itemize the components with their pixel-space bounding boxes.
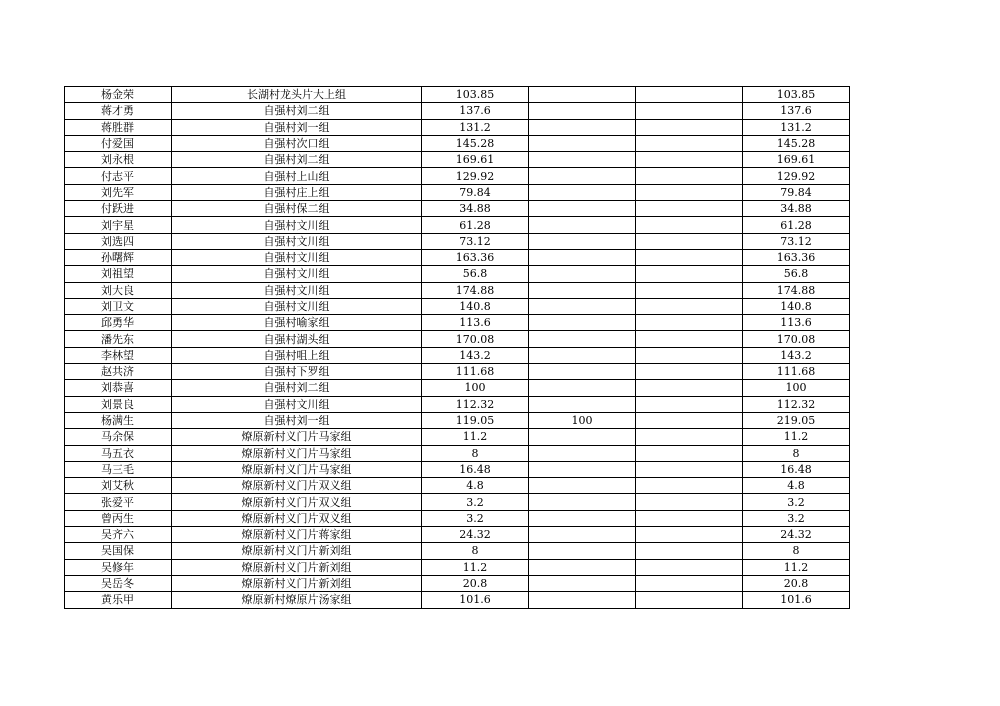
table-row (65, 152, 850, 168)
table-row (65, 315, 850, 331)
cell-amount-3 (636, 396, 743, 412)
cell-amount-2 (529, 380, 636, 396)
data-table (64, 86, 850, 609)
cell-amount-3 (636, 331, 743, 347)
table-row (65, 445, 850, 461)
cell-total: 113.6 (743, 315, 850, 331)
table-row (65, 201, 850, 217)
cell-total: 11.2 (743, 559, 850, 575)
table-row (65, 364, 850, 380)
cell-amount-2 (529, 592, 636, 608)
cell-amount-1: 103.85 (422, 87, 529, 103)
cell-name: 潘先东 (65, 331, 172, 347)
cell-amount-3 (636, 559, 743, 575)
cell-total: 16.48 (743, 461, 850, 477)
cell-amount-3 (636, 217, 743, 233)
cell-total: 73.12 (743, 233, 850, 249)
cell-amount-1: 131.2 (422, 119, 529, 135)
cell-amount-1: 56.8 (422, 266, 529, 282)
cell-amount-1: 143.2 (422, 347, 529, 363)
cell-location: 燎原新村义门片双义组 (172, 510, 422, 526)
cell-total: 3.2 (743, 494, 850, 510)
cell-amount-2 (529, 184, 636, 200)
cell-name: 杨满生 (65, 412, 172, 428)
cell-amount-2 (529, 249, 636, 265)
cell-amount-2 (529, 396, 636, 412)
table-row (65, 217, 850, 233)
cell-total: 79.84 (743, 184, 850, 200)
cell-amount-2 (529, 266, 636, 282)
cell-total: 8 (743, 445, 850, 461)
table-row (65, 103, 850, 119)
cell-location: 燎原新村义门片蒋家组 (172, 527, 422, 543)
cell-amount-3 (636, 445, 743, 461)
cell-amount-1: 73.12 (422, 233, 529, 249)
cell-amount-1: 112.32 (422, 396, 529, 412)
cell-name: 李林望 (65, 347, 172, 363)
cell-amount-2 (529, 527, 636, 543)
cell-amount-1: 137.6 (422, 103, 529, 119)
cell-total: 3.2 (743, 510, 850, 526)
table-row (65, 510, 850, 526)
cell-location: 自强村文川组 (172, 266, 422, 282)
table-row (65, 380, 850, 396)
cell-amount-1: 4.8 (422, 478, 529, 494)
cell-amount-1: 111.68 (422, 364, 529, 380)
table-row (65, 575, 850, 591)
cell-amount-2: 100 (529, 412, 636, 428)
cell-amount-3 (636, 298, 743, 314)
cell-amount-3 (636, 201, 743, 217)
cell-name: 刘卫文 (65, 298, 172, 314)
cell-name: 蒋胜群 (65, 119, 172, 135)
cell-amount-2 (529, 119, 636, 135)
table-row (65, 412, 850, 428)
cell-amount-3 (636, 412, 743, 428)
cell-total: 8 (743, 543, 850, 559)
cell-amount-2 (529, 103, 636, 119)
cell-amount-3 (636, 347, 743, 363)
cell-amount-3 (636, 249, 743, 265)
cell-location: 燎原新村义门片马家组 (172, 429, 422, 445)
cell-location: 燎原新村燎原片汤家组 (172, 592, 422, 608)
table-row (65, 592, 850, 608)
cell-total: 140.8 (743, 298, 850, 314)
cell-total: 170.08 (743, 331, 850, 347)
cell-amount-1: 79.84 (422, 184, 529, 200)
cell-total: 111.68 (743, 364, 850, 380)
cell-name: 付志平 (65, 168, 172, 184)
cell-amount-2 (529, 217, 636, 233)
table-body (65, 87, 850, 609)
cell-location: 自强村上山组 (172, 168, 422, 184)
cell-amount-1: 145.28 (422, 135, 529, 151)
cell-name: 付爱国 (65, 135, 172, 151)
cell-total: 143.2 (743, 347, 850, 363)
cell-amount-3 (636, 527, 743, 543)
cell-total: 101.6 (743, 592, 850, 608)
cell-location: 自强村刘二组 (172, 103, 422, 119)
cell-amount-2 (529, 298, 636, 314)
cell-amount-1: 24.32 (422, 527, 529, 543)
cell-amount-1: 140.8 (422, 298, 529, 314)
cell-amount-2 (529, 168, 636, 184)
cell-name: 杨金荣 (65, 87, 172, 103)
cell-name: 张爱平 (65, 494, 172, 510)
cell-amount-2 (529, 429, 636, 445)
cell-location: 自强村保二组 (172, 201, 422, 217)
cell-amount-1: 20.8 (422, 575, 529, 591)
table-row (65, 429, 850, 445)
cell-name: 黄乐甲 (65, 592, 172, 608)
cell-amount-3 (636, 478, 743, 494)
cell-location: 自强村刘一组 (172, 119, 422, 135)
cell-location: 自强村文川组 (172, 298, 422, 314)
cell-amount-1: 101.6 (422, 592, 529, 608)
cell-location: 自强村湖头组 (172, 331, 422, 347)
cell-name: 马三毛 (65, 461, 172, 477)
cell-name: 马五衣 (65, 445, 172, 461)
cell-amount-3 (636, 543, 743, 559)
cell-location: 燎原新村义门片新刘组 (172, 559, 422, 575)
cell-amount-3 (636, 461, 743, 477)
cell-amount-1: 34.88 (422, 201, 529, 217)
cell-name: 孙曙辉 (65, 249, 172, 265)
cell-location: 自强村下罗组 (172, 364, 422, 380)
cell-total: 34.88 (743, 201, 850, 217)
cell-amount-1: 100 (422, 380, 529, 396)
cell-amount-2 (529, 575, 636, 591)
cell-location: 燎原新村义门片新刘组 (172, 543, 422, 559)
cell-total: 103.85 (743, 87, 850, 103)
cell-location: 自强村次口组 (172, 135, 422, 151)
cell-amount-2 (529, 478, 636, 494)
cell-total: 112.32 (743, 396, 850, 412)
cell-total: 4.8 (743, 478, 850, 494)
cell-name: 刘景良 (65, 396, 172, 412)
table-row (65, 282, 850, 298)
cell-location: 燎原新村义门片新刘组 (172, 575, 422, 591)
cell-amount-2 (529, 152, 636, 168)
table-row (65, 266, 850, 282)
cell-name: 吴齐六 (65, 527, 172, 543)
cell-name: 马余保 (65, 429, 172, 445)
cell-location: 燎原新村义门片马家组 (172, 445, 422, 461)
cell-amount-1: 174.88 (422, 282, 529, 298)
cell-amount-3 (636, 592, 743, 608)
cell-amount-2 (529, 494, 636, 510)
table-row (65, 461, 850, 477)
table-row (65, 559, 850, 575)
cell-total: 131.2 (743, 119, 850, 135)
cell-amount-3 (636, 282, 743, 298)
table-row (65, 119, 850, 135)
cell-location: 自强村庄上组 (172, 184, 422, 200)
cell-location: 燎原新村义门片双义组 (172, 478, 422, 494)
cell-name: 刘艾秋 (65, 478, 172, 494)
cell-location: 自强村文川组 (172, 233, 422, 249)
cell-amount-1: 16.48 (422, 461, 529, 477)
cell-location: 燎原新村义门片马家组 (172, 461, 422, 477)
cell-amount-3 (636, 315, 743, 331)
cell-location: 自强村刘一组 (172, 412, 422, 428)
table-row (65, 347, 850, 363)
cell-amount-3 (636, 87, 743, 103)
cell-amount-2 (529, 510, 636, 526)
cell-amount-2 (529, 461, 636, 477)
cell-name: 刘宇星 (65, 217, 172, 233)
cell-amount-2 (529, 87, 636, 103)
cell-amount-2 (529, 233, 636, 249)
cell-total: 11.2 (743, 429, 850, 445)
cell-amount-1: 8 (422, 445, 529, 461)
cell-amount-2 (529, 347, 636, 363)
cell-amount-3 (636, 184, 743, 200)
cell-name: 付跃进 (65, 201, 172, 217)
cell-location: 自强村文川组 (172, 396, 422, 412)
cell-amount-2 (529, 445, 636, 461)
table-row (65, 543, 850, 559)
cell-amount-3 (636, 168, 743, 184)
table-row (65, 396, 850, 412)
table-row (65, 87, 850, 103)
cell-name: 蒋才勇 (65, 103, 172, 119)
cell-total: 145.28 (743, 135, 850, 151)
cell-amount-1: 119.05 (422, 412, 529, 428)
cell-amount-1: 11.2 (422, 429, 529, 445)
cell-amount-3 (636, 364, 743, 380)
cell-location: 自强村文川组 (172, 217, 422, 233)
cell-total: 174.88 (743, 282, 850, 298)
cell-amount-1: 113.6 (422, 315, 529, 331)
cell-amount-3 (636, 233, 743, 249)
cell-name: 吴岳冬 (65, 575, 172, 591)
cell-name: 赵共济 (65, 364, 172, 380)
cell-name: 刘永根 (65, 152, 172, 168)
cell-amount-2 (529, 364, 636, 380)
cell-name: 曾丙生 (65, 510, 172, 526)
cell-amount-2 (529, 135, 636, 151)
cell-total: 169.61 (743, 152, 850, 168)
cell-amount-3 (636, 575, 743, 591)
cell-amount-1: 169.61 (422, 152, 529, 168)
cell-total: 20.8 (743, 575, 850, 591)
cell-total: 56.8 (743, 266, 850, 282)
cell-amount-2 (529, 543, 636, 559)
cell-total: 100 (743, 380, 850, 396)
cell-amount-2 (529, 315, 636, 331)
cell-name: 邱勇华 (65, 315, 172, 331)
cell-total: 163.36 (743, 249, 850, 265)
table-row (65, 233, 850, 249)
cell-amount-3 (636, 266, 743, 282)
cell-amount-3 (636, 494, 743, 510)
cell-location: 自强村刘二组 (172, 380, 422, 396)
cell-total: 137.6 (743, 103, 850, 119)
cell-name: 吴修年 (65, 559, 172, 575)
cell-amount-1: 8 (422, 543, 529, 559)
cell-total: 219.05 (743, 412, 850, 428)
cell-name: 吴国保 (65, 543, 172, 559)
cell-location: 自强村文川组 (172, 282, 422, 298)
table-row (65, 249, 850, 265)
cell-amount-1: 170.08 (422, 331, 529, 347)
cell-total: 61.28 (743, 217, 850, 233)
cell-amount-3 (636, 135, 743, 151)
table-row (65, 135, 850, 151)
cell-location: 自强村喻家组 (172, 315, 422, 331)
cell-total: 129.92 (743, 168, 850, 184)
cell-total: 24.32 (743, 527, 850, 543)
cell-amount-3 (636, 152, 743, 168)
cell-amount-2 (529, 559, 636, 575)
cell-amount-1: 3.2 (422, 494, 529, 510)
cell-amount-3 (636, 380, 743, 396)
cell-amount-3 (636, 510, 743, 526)
cell-amount-1: 129.92 (422, 168, 529, 184)
cell-location: 燎原新村义门片双义组 (172, 494, 422, 510)
cell-amount-1: 163.36 (422, 249, 529, 265)
cell-amount-3 (636, 119, 743, 135)
cell-amount-1: 3.2 (422, 510, 529, 526)
cell-amount-3 (636, 429, 743, 445)
table-row (65, 168, 850, 184)
cell-location: 自强村文川组 (172, 249, 422, 265)
cell-name: 刘恭喜 (65, 380, 172, 396)
table-row (65, 331, 850, 347)
cell-amount-2 (529, 201, 636, 217)
cell-name: 刘选四 (65, 233, 172, 249)
cell-name: 刘大良 (65, 282, 172, 298)
cell-amount-2 (529, 282, 636, 298)
cell-location: 自强村咀上组 (172, 347, 422, 363)
cell-location: 自强村刘二组 (172, 152, 422, 168)
table-row (65, 527, 850, 543)
table-row (65, 478, 850, 494)
cell-amount-2 (529, 331, 636, 347)
table-row (65, 494, 850, 510)
table-row (65, 298, 850, 314)
table-row (65, 184, 850, 200)
cell-name: 刘祖望 (65, 266, 172, 282)
cell-amount-1: 61.28 (422, 217, 529, 233)
cell-name: 刘先军 (65, 184, 172, 200)
cell-amount-1: 11.2 (422, 559, 529, 575)
cell-amount-3 (636, 103, 743, 119)
cell-location: 长湖村龙头片大上组 (172, 87, 422, 103)
